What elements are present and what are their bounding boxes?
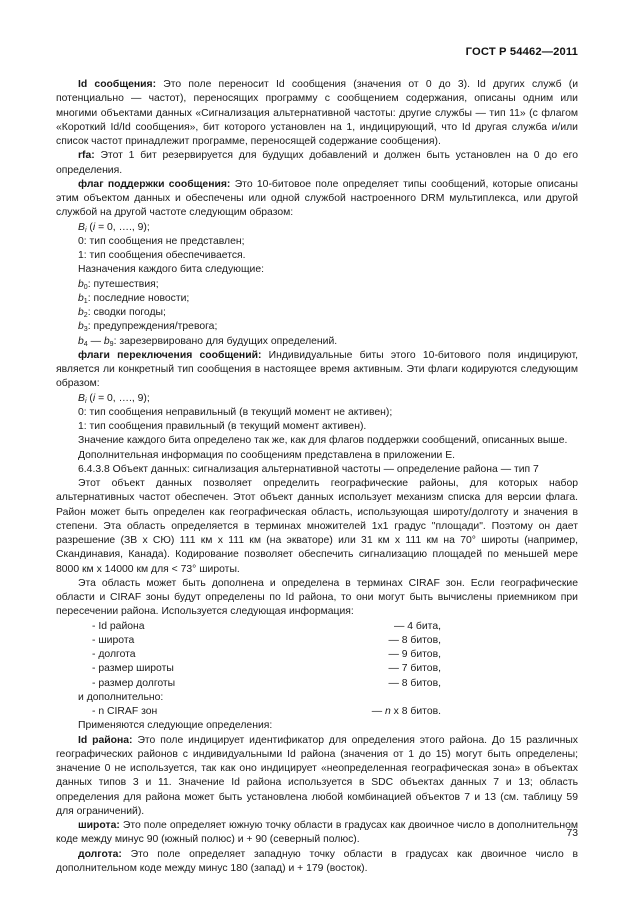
definitions-intro: Применяются следующие определения: — [78, 720, 273, 732]
support-formula-line: $B_i$ (i = 0, …., 9); — [78, 221, 150, 234]
switch-line-bit-meaning: Значение каждого бита определено так же, как для флагов поддержки сообщений, описанных выше. — [78, 435, 568, 447]
page-body-content — [56, 78, 578, 876]
support-line-1: 1: тип сообщения обеспечивается. — [78, 250, 246, 261]
term-flag-podderzhki: флаг поддержки сообщения: — [78, 178, 231, 190]
text-rfa: Этот 1 бит резервируется для будущих добавлений и должен быть установлен на 0 до его определения. — [56, 150, 578, 176]
paragraph-id-soobscheniya — [56, 78, 578, 149]
bit-table-row — [56, 634, 578, 648]
switch-line-1: 1: тип сообщения правильный (в текущий момент активен). — [78, 421, 367, 432]
bit-table-row — [56, 662, 578, 676]
paragraph-ciraf: Эта область может быть дополнена и определена в терминах CIRAF зон. Если географические области и CIRAF зоны будут определены по Id района, то они могут быть вычислены приемником при пересечении района. Используется следующая информация: — [56, 577, 578, 618]
bit-table-value: — 7 битов, — [388, 663, 441, 675]
bit-table-label: - n CIRAF зон — [92, 706, 158, 717]
paragraph-section-intro: Этот объект данных позволяет определить географические районы, для которых набор альтернативных частот обеспечен. Этот объект данных использует механизм списка для версии флага. Район может быть определен как географическая область, использующая широту/долготу и значения в степени. Эта область определяется в терминах множителей 1х1 градус "площади". Поэтому он дает разрешение (ЗВ х СЮ) 111 км х 111 км (на экваторе) или 31 км х 111 км на 70° широты (например, Скандинавия, Канада). Кодирование позволяет обеспечить сигнализацию площадей по меньшей мере 8000 км х 14000 км для < 73° широты. — [56, 478, 578, 575]
bit-table-label: - размер широты — [92, 663, 174, 675]
bit-assignment-b4-b9: $b_4$ — $b_9$: зарезервировано для будущих определений. — [78, 335, 338, 348]
page-number: 73 — [566, 828, 578, 839]
paragraph-dolgota — [56, 848, 578, 877]
paragraph-rfa — [56, 149, 578, 178]
running-header-standard-number: ГОСТ Р 54462—2011 — [465, 46, 578, 58]
bit-table-value: — 8 битов, — [388, 677, 441, 689]
bit-table-value: — 9 битов, — [388, 649, 441, 660]
text-flag-podderzhki: Это 10-битовое поле определяет типы сообщений, которые описаны этим объектом данных и обеспечены или одной службой настроенного DRM мультиплекса, или другой службой на другой частоте следующим образом: — [56, 178, 578, 219]
text-flagi-pereklyucheniya: Индивидуальные биты этого 10-битового поля индицируют, является ли конкретный тип сообщения в настоящее время активным. Эти флаги кодируются следующим образом: — [56, 349, 578, 390]
bit-table-value: — n х 8 битов. — [371, 706, 441, 717]
bit-table-row — [56, 648, 578, 662]
term-rfa: rfa: — [78, 150, 95, 162]
term-flagi-pereklyucheniya: флаги переключения сообщений: — [78, 349, 262, 361]
paragraph-flagi-pereklyucheniya — [56, 349, 578, 392]
bit-assignment-b2: $b_2$: сводки погоды; — [78, 307, 166, 319]
bit-assignment-b0: $b_0$: путешествия; — [78, 278, 159, 291]
bit-table-value: — 8 битов, — [388, 634, 441, 646]
switch-line-0: 0: тип сообщения неправильный (в текущий момент не активен); — [78, 406, 393, 418]
switch-formula-line: $B_i$ (i = 0, …., 9); — [78, 392, 150, 405]
bit-size-table — [56, 620, 578, 720]
term-dolgota: долгота: — [78, 848, 122, 860]
text-shirota: Это поле определяет южную точку области в градусах как двоичное число в дополнительном коде между минус 90 (южный полюс) и + 90 (северный полюс). — [56, 820, 578, 846]
switch-line-appendix-ref: Дополнительная информация по сообщениям представлена в приложении Е. — [78, 449, 456, 461]
term-shirota: широта: — [78, 820, 120, 831]
bit-table-row — [56, 620, 578, 634]
paragraph-id-rayona — [56, 734, 578, 820]
support-line-0: 0: тип сообщения не представлен; — [78, 235, 245, 247]
term-id-rayona: Id района: — [78, 734, 133, 746]
bit-assignment-b1: $b_1$: последние новости; — [78, 292, 190, 305]
bit-table-label: - Id района — [92, 620, 145, 632]
bit-table-row — [56, 677, 578, 691]
bit-table-label: - долгота — [92, 649, 136, 660]
paragraph-shirota — [56, 819, 578, 848]
section-heading-6-4-3-8: 6.4.3.8 Объект данных: сигнализация альтернативной частоты — определение района — тип 7 — [78, 463, 539, 475]
text-id-rayona: Это поле индицирует идентификатор для определения этого района. До 15 различных географических районов с индивидуальными Id района (значения от 1 до 15) могут быть определены; значение 0 не используется, так как оно индицирует «неопределенная географическая зона» в объектах данных типов 3 и 11. Значение Id района используется в SDC объектах данных 7 и 13; область определения для района может быть установлена любой комбинацией объектов 7 и 13 (см. таблицу 59 для ограничений). — [56, 734, 579, 817]
bit-assignment-b3: $b_3$: предупреждения/тревога; — [78, 321, 218, 334]
bit-table-row-extra — [56, 705, 578, 719]
bit-table-label: - широта — [92, 634, 135, 646]
text-dolgota: Это поле определяет западную точку области в градусах как двоичное число в дополнительном коде между минус 180 (запад) и + 179 (восток). — [56, 848, 578, 874]
text-id-soobscheniya: Это поле переносит Id сообщения (значения от 0 до 3). Id других служб (и потенциально — частот), переносящих программу с сообщением содержания, описаны одним или многими объектами данных «Сигнализация альтернативной частоты: другие службы — тип 11» (с флагом «Короткий Id/Id сообщения», бит которого установлен на 1, индицирующий, что Id другая служба и/или список частот принадлежит программе, переносящей содержание сообщения). — [56, 79, 578, 147]
support-line-assignments-intro: Назначения каждого бита следующие: — [78, 264, 264, 276]
bit-table-value: — 4 бита, — [393, 620, 441, 632]
bit-table-label: - размер долготы — [92, 677, 176, 689]
term-id-soobscheniya: Id сообщения: — [78, 79, 157, 90]
bit-table-note: и дополнительно: — [78, 691, 164, 703]
paragraph-flag-podderzhki — [56, 178, 578, 221]
